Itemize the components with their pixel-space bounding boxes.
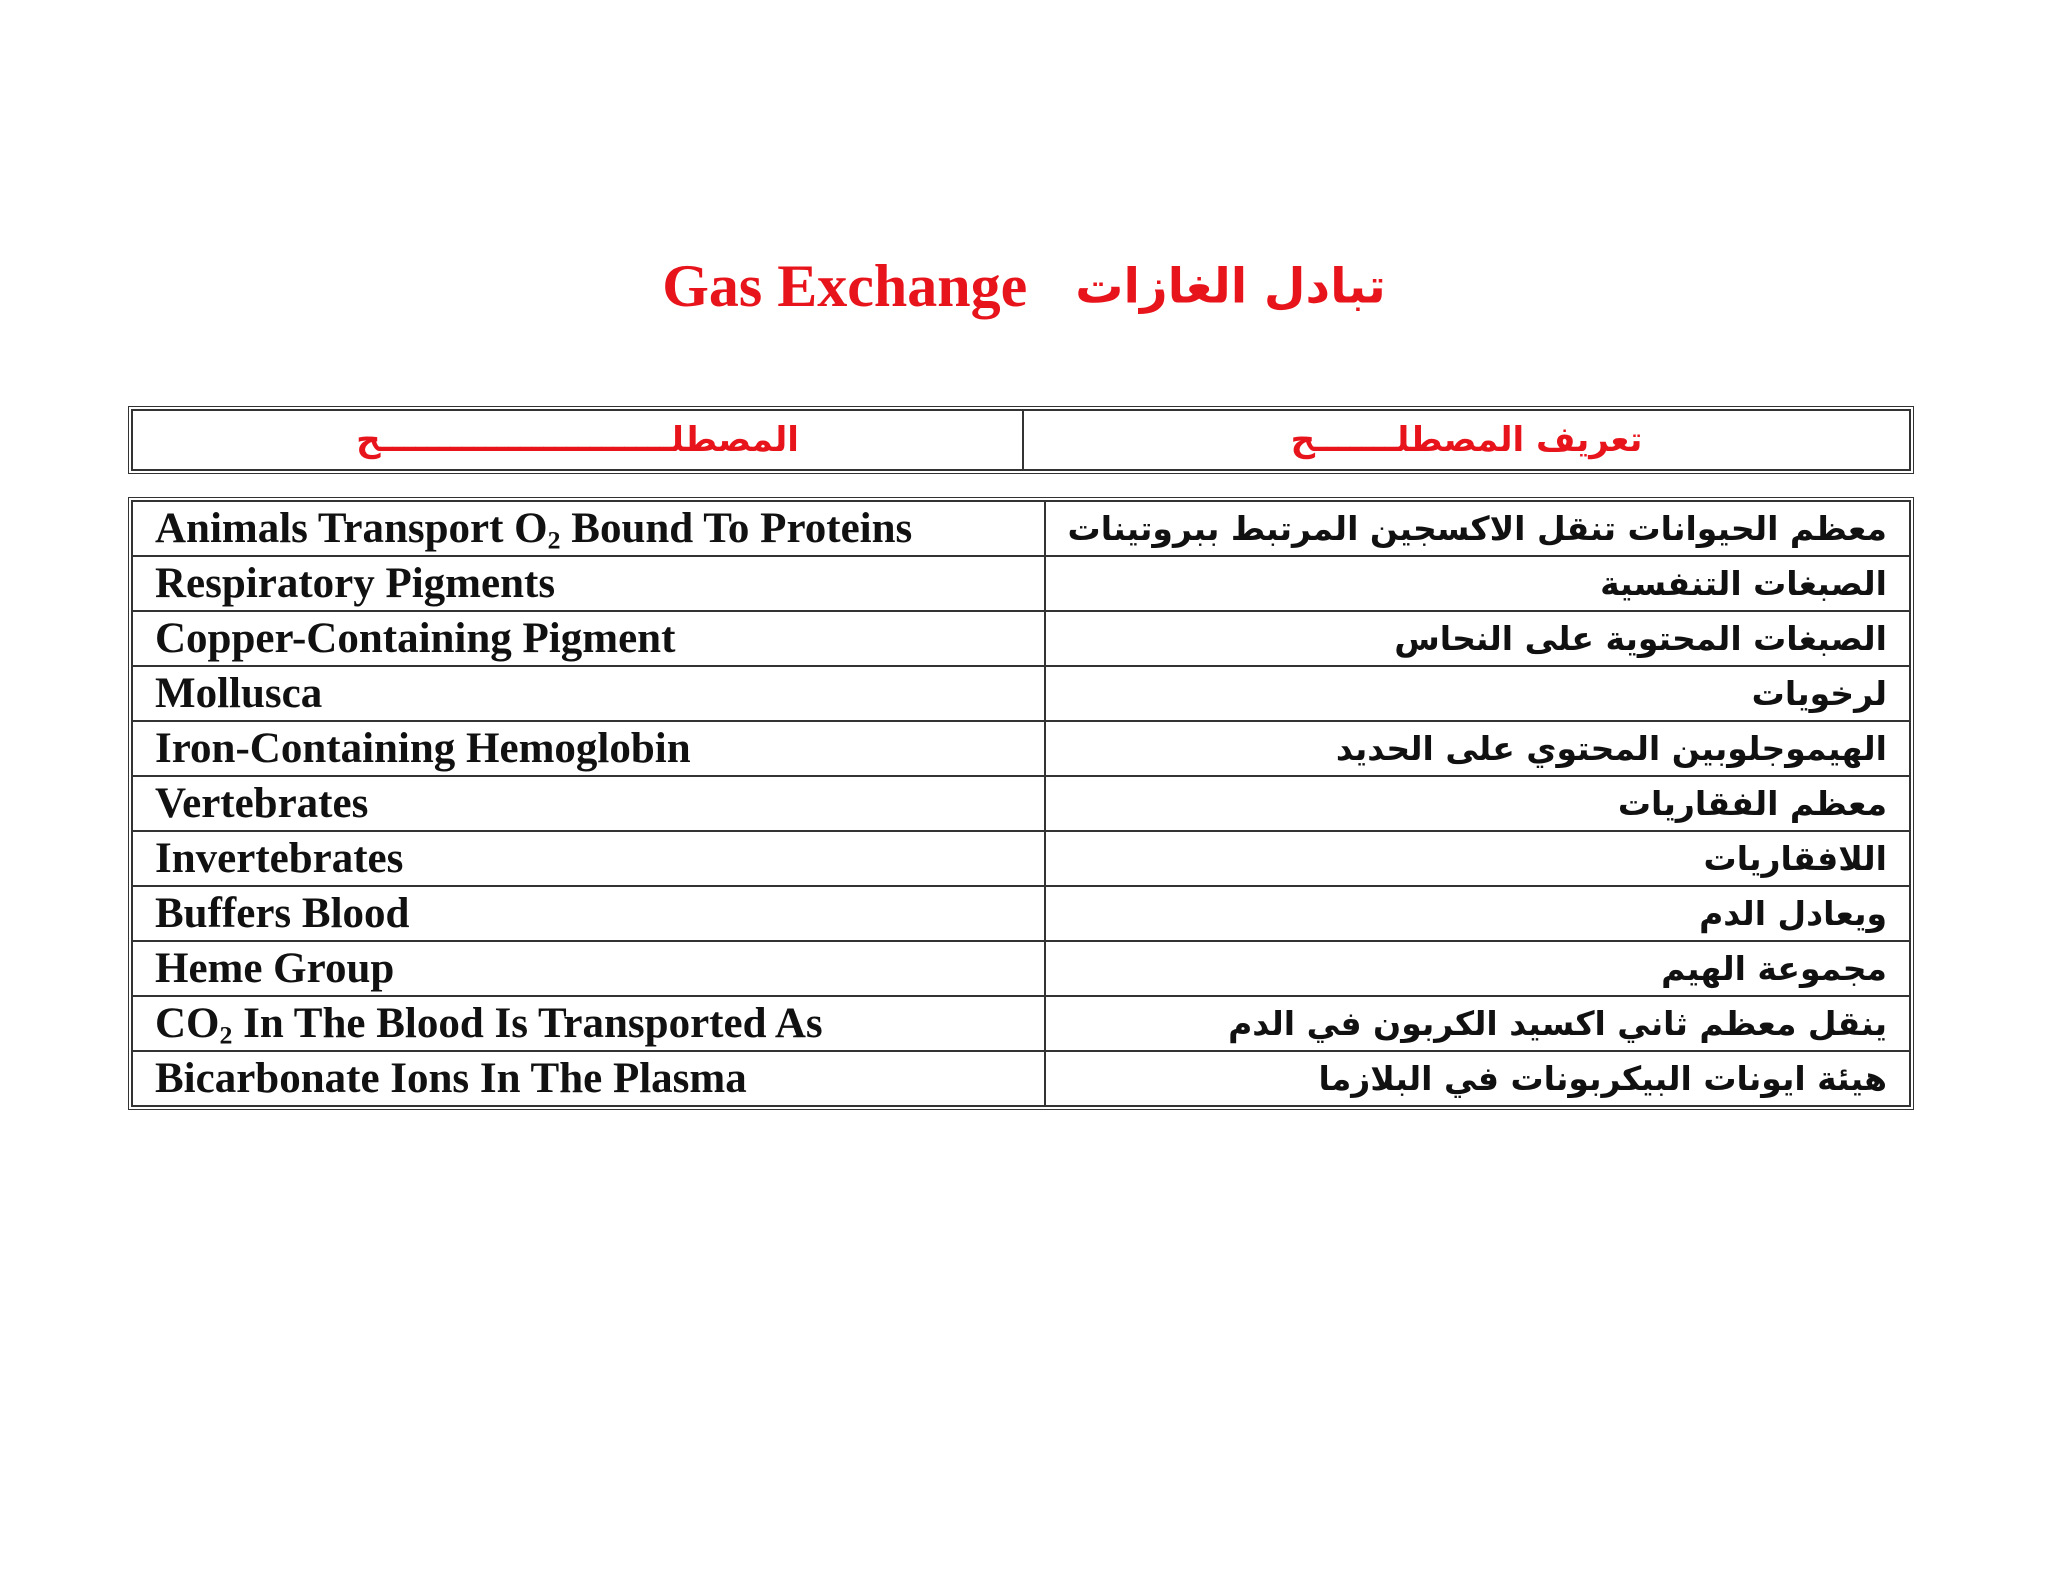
definition-cell: الصبغات التنفسية — [1045, 556, 1910, 611]
term-subscript: 2 — [547, 525, 561, 555]
definition-cell: الهيموجلوبين المحتوي على الحديد — [1045, 721, 1910, 776]
header-definition: تعريف المصطلـــــــح — [1023, 410, 1910, 470]
table-row — [132, 831, 1910, 886]
term-cell — [132, 776, 1045, 831]
table-row — [132, 1051, 1910, 1106]
term-cell — [132, 996, 1045, 1051]
title-arabic: تبادل الغازات — [1075, 258, 1386, 315]
term-text: Buffers Blood — [155, 890, 410, 937]
term-text-suffix: Bound To Proteins — [560, 505, 913, 552]
definition-cell: اللافقاريات — [1045, 831, 1910, 886]
term-cell — [132, 556, 1045, 611]
term-text: Animals Transport O — [155, 505, 548, 552]
term-cell — [132, 886, 1045, 941]
term-cell — [132, 611, 1045, 666]
term-cell — [132, 721, 1045, 776]
definition-cell: معظم الحيوانات تنقل الاكسجين المرتبط ببروتينات — [1045, 501, 1910, 556]
table-row — [132, 501, 1910, 556]
definition-cell: ويعادل الدم — [1045, 886, 1910, 941]
table-row — [132, 941, 1910, 996]
table-row — [132, 886, 1910, 941]
definition-cell: هيئة ايونات البيكربونات في البلازما — [1045, 1051, 1910, 1106]
table-row — [132, 611, 1910, 666]
table-row — [132, 996, 1910, 1051]
term-cell — [132, 1051, 1045, 1106]
term-text-suffix: In The Blood Is Transported As — [232, 1000, 823, 1047]
table-row — [132, 721, 1910, 776]
term-text: Heme Group — [155, 945, 395, 992]
term-cell — [132, 666, 1045, 721]
term-text: Invertebrates — [155, 835, 404, 882]
term-cell — [132, 501, 1045, 556]
term-text: Copper-Containing Pigment — [155, 615, 676, 662]
glossary-table — [128, 497, 1914, 1110]
definition-cell: ينقل معظم ثاني اكسيد الكربون في الدم — [1045, 996, 1910, 1051]
definition-cell: الصبغات المحتوية على النحاس — [1045, 611, 1910, 666]
definition-cell: لرخويات — [1045, 666, 1910, 721]
term-text: Vertebrates — [155, 780, 369, 827]
definition-cell: مجموعة الهيم — [1045, 941, 1910, 996]
term-cell — [132, 831, 1045, 886]
term-text: Respiratory Pigments — [155, 560, 556, 607]
term-text: Mollusca — [155, 670, 323, 717]
term-text: Iron-Containing Hemoglobin — [155, 725, 691, 772]
term-cell — [132, 941, 1045, 996]
term-text: CO — [155, 1000, 220, 1047]
definition-cell: معظم الفقاريات — [1045, 776, 1910, 831]
term-subscript: 2 — [219, 1020, 233, 1050]
table-row — [132, 666, 1910, 721]
page-title — [0, 252, 2048, 321]
term-text: Bicarbonate Ions In The Plasma — [155, 1055, 747, 1102]
header-term: المصطلـــــــــــــــــــــــــح — [132, 410, 1023, 470]
header-row — [132, 410, 1910, 470]
glossary-rows — [132, 501, 1910, 1106]
title-english: Gas Exchange — [662, 253, 1028, 319]
header-table — [128, 406, 1914, 474]
table-row — [132, 556, 1910, 611]
table-row — [132, 776, 1910, 831]
